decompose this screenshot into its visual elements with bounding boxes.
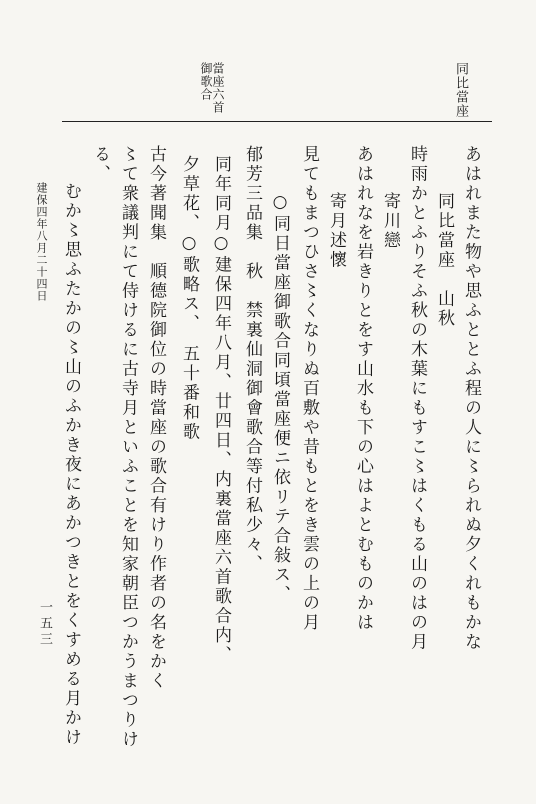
poem-line: あはれまた物や思ふととふ程の人に〻られぬ夕くれもかな (461, 145, 481, 652)
poem-line: 時雨かとふりそふ秋の木葉にもすこ〻はくもる山のはの月 (407, 145, 427, 652)
heading-line: 同比當座 山秋 (434, 192, 454, 329)
topic-line: 夕草花、○歌略ス、 五十番和歌 (179, 155, 199, 442)
text-line: 〻て衆議判にて侍けるに古寺月といふことを知家朝臣つかうまつりけ (118, 145, 138, 750)
poem-line: あはれなを岩きりとをす山水も下の心はよとむものかは (353, 145, 373, 633)
text-line: る、 (90, 145, 110, 184)
heading-line: 寄月述懷 (326, 192, 346, 270)
poem-line: 見てもまつひさ〻くなりぬ百敷や昔もとをき雲の上の月 (299, 145, 319, 633)
source-line: 古今著聞集 順德院御位の時當座の歌合有けり作者の名をかく (146, 145, 166, 691)
note-line: ○同日當座御歌合同頃當座便ニ依リテ合敍ス、 (270, 192, 290, 605)
poem-line: むか〻思ふたかの〻山のふかき夜にあかつきとをくすめる月かけ (61, 182, 81, 748)
date-line: 同年同月○建保四年八月、廿四日、内裏當座六首歌合内、 (211, 155, 231, 665)
margin-date: 建保四年八月二十四日 (35, 182, 48, 302)
source-line: 郁芳三品集 秋 禁裏仙洞御會歌合等付私少々、 (242, 145, 262, 574)
running-title: 同比當座 (453, 62, 468, 118)
section-title: 當座六首 御歌合 (199, 62, 225, 114)
page-number: 一五三 (37, 600, 52, 648)
heading-line: 寄川戀 (380, 192, 400, 251)
header-rule (62, 121, 492, 122)
